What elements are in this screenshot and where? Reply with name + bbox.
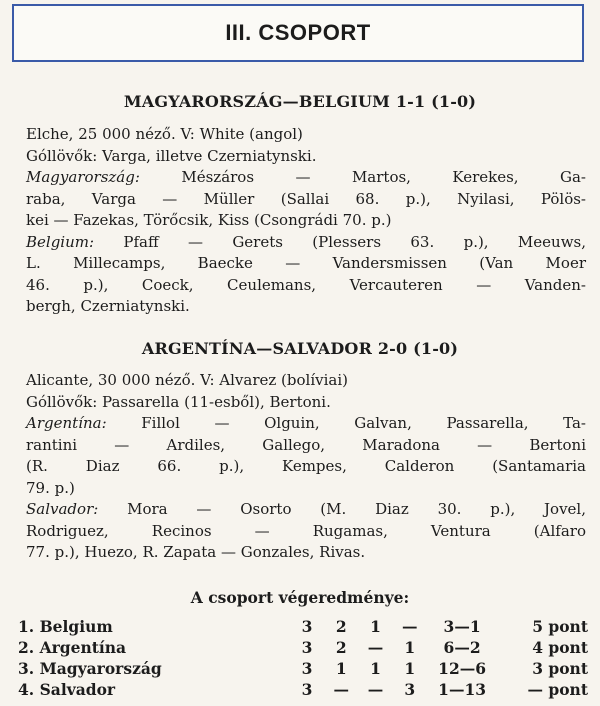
- standings-table: [18, 616, 588, 700]
- report-text: Alicante, 30 000 néző. V: Alvarez (bolíviai): [26, 371, 348, 389]
- report-line: [26, 146, 586, 168]
- standings-drawn: 1: [370, 659, 381, 678]
- standings-team: 4. Salvador: [18, 680, 116, 699]
- report-line: [26, 189, 586, 211]
- report-text: Mészáros — Martos, Kerekes, Ga-: [139, 168, 586, 186]
- standings-title: A csoport végeredménye:: [190, 588, 410, 607]
- team-name-label: Argentína:: [26, 414, 107, 432]
- standings-points: 3 pont: [532, 659, 588, 678]
- standings-played: 3: [301, 659, 313, 678]
- match1-report: [26, 124, 586, 318]
- team-name-label: Belgium:: [26, 232, 95, 251]
- report-text: Rodriguez, Recinos — Rugamas, Ventura (Alfaro: [26, 521, 586, 540]
- standings-drawn: —: [367, 638, 384, 657]
- report-line: [26, 392, 586, 414]
- report-text: rantini — Ardiles, Gallego, Maradona — Bertoni: [26, 435, 586, 454]
- report-text: Pfaff — Gerets (Plessers 63. p.), Meeuws,: [94, 232, 586, 251]
- report-text: L. Millecamps, Baecke — Vandersmissen (Van Moer: [26, 254, 586, 272]
- report-line: [26, 370, 586, 392]
- section-title: III. CSOPORT: [225, 20, 371, 45]
- report-line: [26, 413, 586, 435]
- report-line: [26, 232, 586, 254]
- report-line: [26, 210, 586, 232]
- report-text: (R. Diaz 66. p.), Kempes, Calderon (Santamaria: [26, 457, 586, 475]
- report-line: [26, 275, 586, 297]
- match2-report: [26, 370, 586, 564]
- report-line: [26, 456, 586, 478]
- standings-row: [18, 616, 588, 637]
- standings-lost: —: [401, 617, 418, 636]
- team-name-label: Magyarország:: [26, 168, 140, 186]
- standings-points: 5 pont: [532, 617, 588, 636]
- report-line: [26, 521, 586, 543]
- report-line: [26, 296, 586, 318]
- standings-row: [18, 658, 588, 679]
- report-text: Góllövők: Varga, illetve Czerniatynski.: [26, 146, 317, 165]
- report-text: Mora — Osorto (M. Diaz 30. p.), Jovel,: [98, 500, 586, 518]
- standings-drawn: —: [367, 680, 384, 699]
- report-line: [26, 435, 586, 457]
- standings-points: 4 pont: [532, 638, 588, 657]
- standings-lost: 3: [404, 680, 416, 699]
- standings-played: 3: [301, 617, 313, 636]
- standings-team: 3. Magyarország: [18, 659, 162, 678]
- report-text: kei — Fazekas, Törőcsik, Kiss (Csongrádi 70. p.): [26, 211, 392, 229]
- report-line: [26, 478, 586, 500]
- report-text: bergh, Czerniatynski.: [26, 297, 190, 315]
- team-name-label: Salvador:: [26, 500, 99, 518]
- standings-row: [18, 637, 588, 658]
- standings-team: 1. Belgium: [18, 617, 113, 636]
- report-line: [26, 167, 586, 189]
- standings-goals: 12—6: [438, 659, 487, 678]
- match2-title: ARGENTÍNA—SALVADOR 2-0 (1-0): [141, 339, 459, 358]
- report-text: Fillol — Olguin, Galvan, Passarella, Ta-: [106, 414, 586, 432]
- standings-row: [18, 679, 588, 700]
- report-line: [26, 124, 586, 146]
- report-line: [26, 499, 586, 521]
- standings-drawn: 1: [370, 617, 381, 636]
- standings-goals: 3—1: [443, 617, 481, 636]
- standings-team: 2. Argentína: [18, 638, 127, 657]
- standings-won: 2: [335, 638, 347, 657]
- standings-goals: 1—13: [438, 680, 487, 699]
- standings-goals: 6—2: [443, 638, 481, 657]
- report-text: Góllövők: Passarella (11-esből), Bertoni.: [26, 392, 331, 411]
- standings-lost: 1: [404, 659, 416, 678]
- standings-lost: 1: [404, 638, 416, 657]
- report-line: [26, 253, 586, 275]
- section-header: [12, 4, 584, 62]
- report-line: [26, 542, 586, 564]
- standings-points: — pont: [527, 680, 588, 699]
- report-text: 46. p.), Coeck, Ceulemans, Vercauteren — Vanden-: [26, 275, 586, 294]
- standings-played: 3: [301, 680, 313, 699]
- report-text: Elche, 25 000 néző. V: White (angol): [26, 125, 303, 143]
- standings-won: 1: [335, 659, 347, 678]
- report-text: 79. p.): [26, 478, 75, 497]
- standings-played: 3: [301, 638, 313, 657]
- report-text: raba, Varga — Müller (Sallai 68. p.), Nyilasi, Pölös-: [26, 189, 586, 208]
- report-text: 77. p.), Huezo, R. Zapata — Gonzales, Rivas.: [26, 543, 366, 561]
- standings-won: 2: [335, 617, 347, 636]
- match1-title: MAGYARORSZÁG—BELGIUM 1-1 (1-0): [123, 92, 477, 111]
- standings-won: —: [333, 680, 349, 699]
